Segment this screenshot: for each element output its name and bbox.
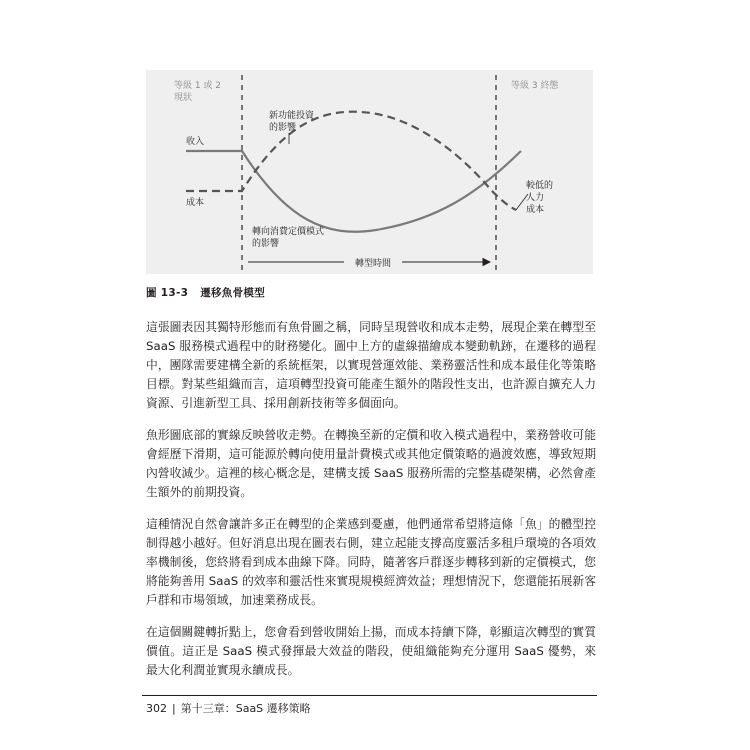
label-level-left-1: 等級 1 或 2 [174,81,222,91]
label-cost: 成本 [186,198,205,208]
figure-number: 圖 13-3 [146,287,189,299]
label-lower-cost-2: 人力 [526,193,545,203]
label-level-left-2: 現狀 [174,93,193,103]
revenue-line [186,151,521,232]
page-number: 302 [146,702,167,715]
label-new-investment-1: 新功能投資 [269,111,315,121]
footer-rule [142,695,597,696]
page-footer [146,700,311,716]
label-shift-impact-2: 的影響 [252,239,280,249]
figure-caption [146,285,265,300]
chapter-title: 第十三章：SaaS 遷移策略 [180,702,311,715]
paragraph: 在這個關鍵轉折點上，您會看到營收開始上揚，而成本持續下降，彰顯這次轉型的實質價值。這正是 SaaS 模式發揮最大效益的階段，使組織能夠充分運用 SaaS 優勢，來最大化利潤並實現永續成長。 [146,625,596,677]
label-shift-impact-1: 轉向消費定價模式 [252,227,325,237]
label-level-right: 等級 3 終態 [511,81,559,91]
paragraph: 這種情況自然會讓許多正在轉型的企業感到憂慮，他們通常希望將這條「魚」的體型控制得越小越好。但好消息出現在圖表右側，建立起能支撐高度靈活多租戶環境的各項效率機制後，您終將看到成本曲線下降。同時，隨著客戶群逐步轉移到新的定價模式，您將能夠善用 SaaS 的效率和靈活性來實現規模經濟效益；理想情況下，您還能拓展新客戶群和市場領域，加速業務成長。 [146,517,596,607]
label-new-investment-2: 的影響 [269,123,297,133]
body-text [146,318,596,693]
paragraph: 魚形圖底部的實線反映營收走勢。在轉換至新的定價和收入模式過程中，業務營收可能會經歷下滑期，這可能源於轉向使用量計費模式或其他定價策略的過渡效應，導致短期內營收減少。這裡的核心概念是，建構支援 SaaS 服務所需的完整基礎架構，必然會產生額外的前期投資。 [146,428,596,499]
label-revenue: 收入 [186,137,205,147]
footer-separator: | [172,702,176,715]
figure [146,70,593,274]
paragraph: 這張圖表因其獨特形態而有魚骨圖之稱，同時呈現營收和成本走勢，展現企業在轉型至 SaaS 服務模式過程中的財務變化。圖中上方的虛線描繪成本變動軌跡，在遷移的過程中，團隊需要建構全新的系統框架，以實現營運效能、業務靈活性和成本最佳化等策略目標。對某些組織而言，這項轉型投資可能產生額外的階段性支出，也許源自擴充人力資源、引進新型工具、採用創新技術等多個面向。 [146,320,596,410]
fishbone-diagram [146,70,593,274]
label-lower-cost-3: 成本 [526,205,545,215]
label-lower-cost-1: 較低的 [526,181,554,191]
label-transition-time: 轉型時間 [354,259,392,269]
figure-title: 遷移魚骨模型 [200,287,266,299]
